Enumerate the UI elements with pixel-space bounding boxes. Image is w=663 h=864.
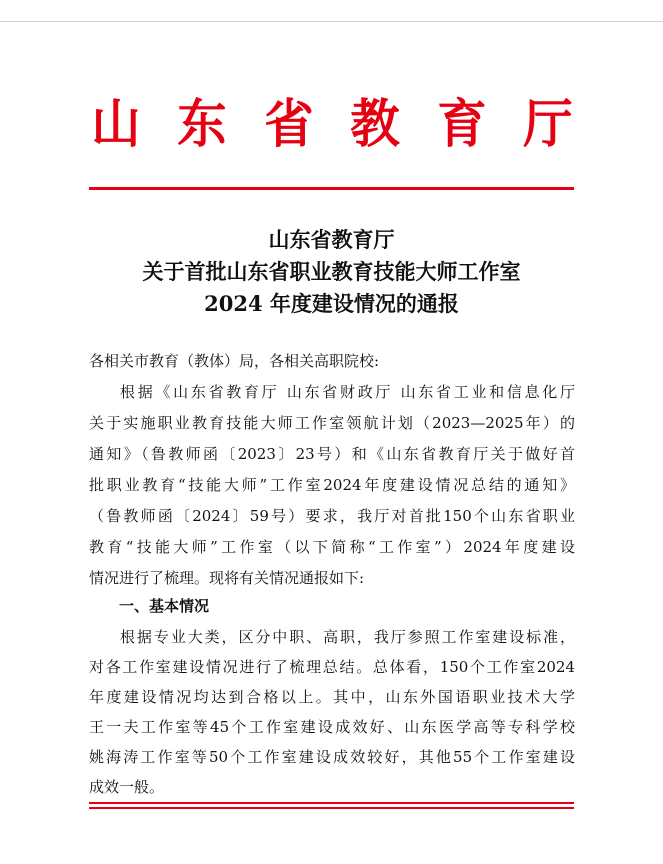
paragraph-line: 王一夫工作室等45个工作室建设成效好、山东医学高等专科学校 [89, 718, 575, 736]
document-body-part-2 [89, 622, 575, 802]
header-red-rule [89, 187, 574, 190]
paragraph-line: 批职业教育“技能大师”工作室2024年度建设情况总结的通知》 [89, 476, 575, 494]
paragraph-line: 关于实施职业教育技能大师工作室领航计划（2023—2025年）的 [89, 414, 575, 432]
paragraph-line: 通知》（鲁教师函〔2023〕23号）和《山东省教育厅关于做好首 [89, 445, 575, 463]
footer-red-rule [89, 807, 574, 809]
header-char: 厅 [523, 94, 573, 155]
salutation: 各相关市教育（教体）局，各相关高职院校: [89, 352, 380, 370]
paragraph-line: 情况进行了梳理。现将有关情况通报如下: [89, 569, 365, 587]
header-char: 育 [436, 94, 487, 155]
paragraph-line: 根据专业大类，区分中职、高职，我厅参照工作室建设标准， [120, 628, 575, 646]
section-heading: 一、基本情况 [119, 597, 210, 615]
header-char: 东 [177, 94, 228, 155]
paragraph-line: 年度建设情况均达到合格以上。其中，山东外国语职业技术大学 [89, 688, 575, 706]
paragraph-line: 姚海涛工作室等50个工作室建设成效较好，其他55个工作室建设 [89, 748, 575, 766]
document-title-line-1: 山东省教育厅 [268, 227, 395, 252]
paragraph-line: 教育“技能大师”工作室（以下简称“工作室”）2024年度建设 [89, 538, 575, 556]
paragraph-line: 成效一般。 [89, 778, 165, 796]
header-char: 山 [91, 94, 141, 155]
document-body-part-1 [89, 346, 575, 586]
header-char: 省 [264, 94, 314, 155]
footer-red-rule [89, 802, 574, 804]
page-top-divider [0, 21, 663, 22]
issuing-authority-header [90, 92, 574, 158]
document-title-line-2: 关于首批山东省职业教育技能大师工作室 [142, 259, 521, 284]
header-char: 教 [350, 94, 400, 155]
paragraph-line: （鲁教师函〔2024〕59号）要求，我厅对首批150个山东省职业 [89, 507, 575, 525]
document-title-line-3: 2024 年度建设情况的通报 [204, 291, 459, 316]
paragraph-line: 根据《山东省教育厅 山东省财政厅 山东省工业和信息化厅 [120, 383, 575, 401]
paragraph-line: 对各工作室建设情况进行了梳理总结。总体看，150个工作室2024 [89, 658, 575, 676]
